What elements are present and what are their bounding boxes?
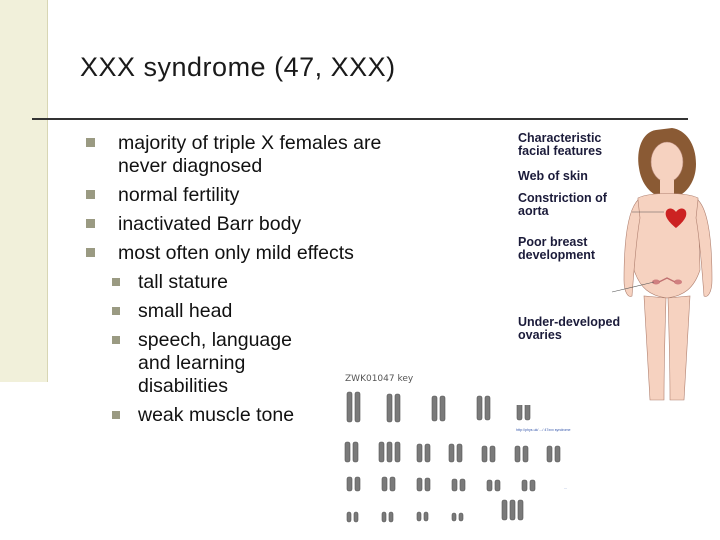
sub-bullet-item: small head xyxy=(112,300,416,323)
bullet-square-icon xyxy=(112,411,120,419)
bullet-square-icon xyxy=(86,219,95,228)
bullet-square-icon xyxy=(86,138,95,147)
label-web-of-skin: Web of skin xyxy=(518,169,588,183)
sub-bullet-item: weak muscle tone xyxy=(112,404,416,427)
bullet-square-icon xyxy=(112,307,120,315)
label-underdeveloped-ovaries: Under-developed ovaries xyxy=(518,315,621,342)
bullet-square-icon xyxy=(86,190,95,199)
sub-bullet-item: speech, language and learning disabilities xyxy=(112,329,318,398)
label-constriction-of-aorta: Constriction of aorta xyxy=(518,191,607,218)
image-citation: http://phys.uk/ .../ 47xxx syndrome xyxy=(516,428,571,432)
left-accent-bar xyxy=(0,0,48,382)
bullet-square-icon xyxy=(112,336,120,344)
sub-bullet-item: tall stature xyxy=(112,271,416,294)
bullet-square-icon xyxy=(112,278,120,286)
image-citation-secondary: ... xyxy=(564,486,567,490)
female-body-illustration xyxy=(514,120,720,405)
bullet-item: majority of triple X females are never diagnosed xyxy=(86,132,416,178)
karyotype-key-label: ZWK01047 key xyxy=(345,374,414,384)
bullet-item: normal fertility xyxy=(86,184,416,207)
syndrome-figure xyxy=(514,120,720,405)
label-facial-features: Characteristic facial features xyxy=(518,131,603,158)
bullet-item: inactivated Barr body xyxy=(86,213,416,236)
label-poor-breast-development: Poor breast development xyxy=(518,235,596,262)
bullet-square-icon xyxy=(86,248,95,257)
slide-title: XXX syndrome (47, XXX) xyxy=(80,52,396,82)
bullet-item: most often only mild effects xyxy=(86,242,416,265)
